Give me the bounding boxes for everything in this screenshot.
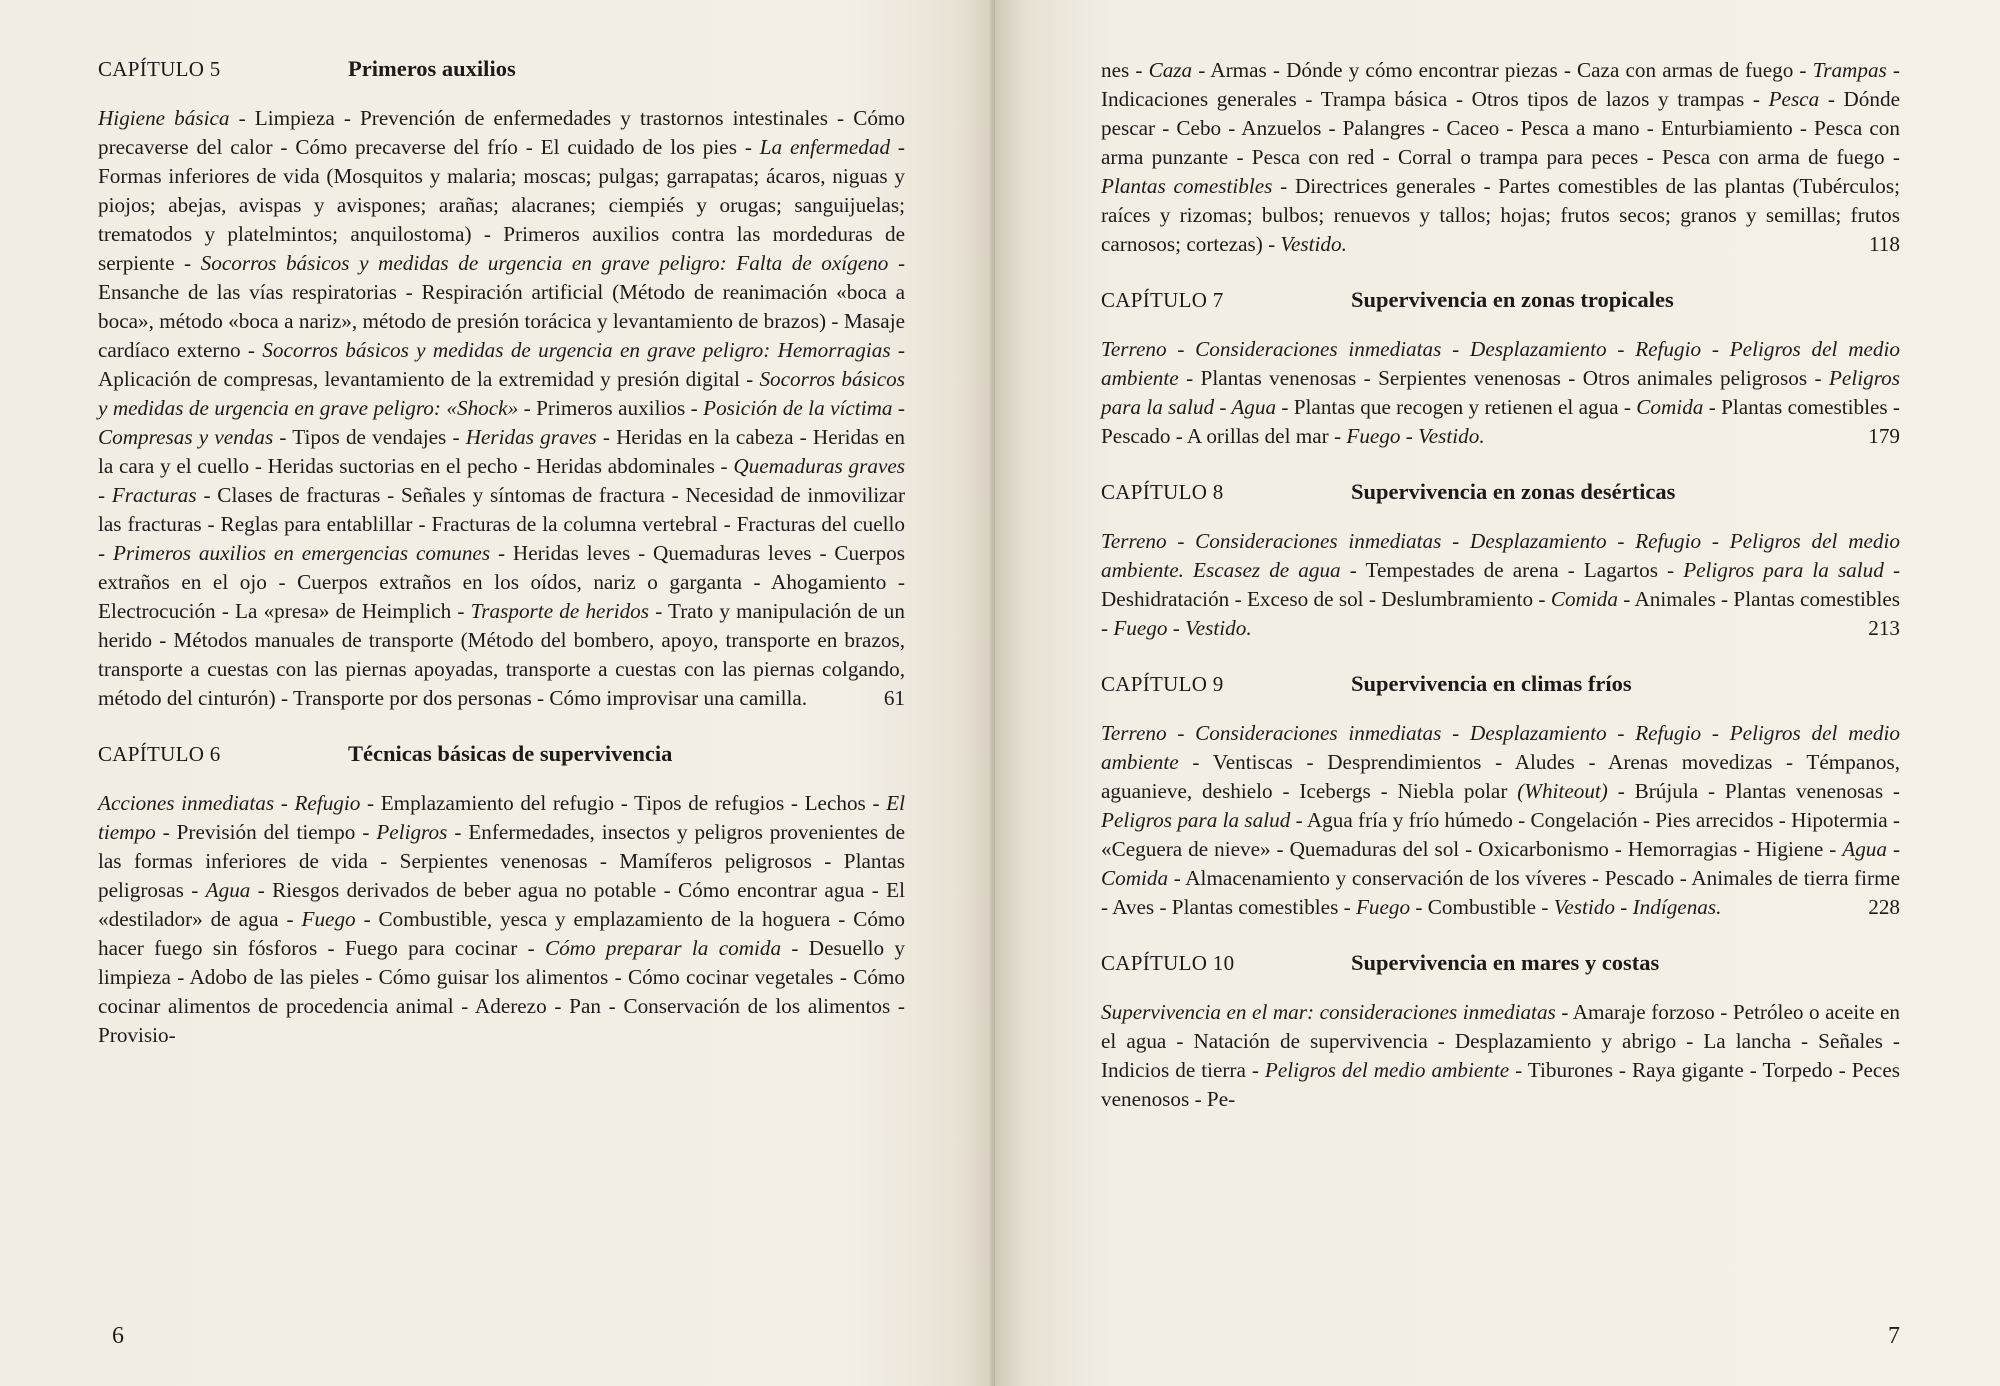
topic-list-text: - Plantas venenosas - Serpientes venenosas - Otros animales peligrosos - [1178, 366, 1829, 390]
section-heading-text: Quemaduras graves - Fracturas [98, 454, 906, 507]
topic-list-text: - Indicaciones generales - Trampa básica - Otros tipos de lazos y trampas - [1101, 58, 1900, 111]
topic-list-text: - Tipos de vendajes - [273, 425, 466, 449]
section-heading-text: Comida [1636, 395, 1704, 419]
page-number: 7 [1888, 1323, 1900, 1349]
section-heading-text: Vestido - Indígenas. [1553, 895, 1722, 919]
section-heading-text: Pesca [1768, 87, 1820, 111]
chapter-heading [1101, 950, 1900, 976]
page-number: 6 [112, 1323, 124, 1349]
chapter-contents [1101, 998, 1900, 1114]
chapter-6 [98, 741, 905, 1050]
chapter-title: Supervivencia en zonas tropicales [1351, 287, 1674, 312]
chapter-contents [98, 104, 905, 713]
chapter-label: CAPÍTULO 8 [1101, 480, 1224, 504]
chapter-title: Supervivencia en climas fríos [1351, 671, 1632, 696]
section-heading-text: Fuego [301, 907, 356, 931]
chapter-label: CAPÍTULO 10 [1101, 951, 1235, 975]
topic-list-text: - Agua fría y frío húmedo - Congelación - Pies arrecidos - Hipotermia - «Ceguera de nieve» - Quemaduras del sol - Oxicarbonismo - Hemorragias - Higiene - [1101, 808, 1900, 861]
chapter-heading [98, 56, 905, 82]
section-heading-text: Fuego - Vestido. [1113, 616, 1252, 640]
chapter-page-ref: 213 [1868, 616, 1900, 640]
section-heading-text: Agua [205, 878, 251, 902]
section-heading-text: Terreno - Consideraciones inmediatas - Desplazamiento - Refugio - Peligros del medio ambiente [1101, 721, 1900, 774]
topic-list-text: - Plantas comestibles - Pescado - A orillas del mar - [1101, 395, 1900, 448]
topic-list-text: - Enfermedades, insectos y peligros provenientes de las formas inferiores de vida - Serpientes venenosas - Mamíferos peligrosos - Plantas peligrosas - [98, 820, 905, 902]
section-heading-text: Socorros básicos y medidas de urgencia en grave peligro: Hemorragias [262, 338, 891, 362]
chapter-page-ref: 179 [1868, 424, 1900, 448]
section-heading-text: El tiempo [98, 791, 905, 844]
chapter-label: CAPÍTULO 6 [98, 742, 221, 766]
section-heading-text: Agua - Comida [1101, 837, 1900, 890]
topic-list-text: - Tempestades de arena - Lagartos - [1340, 558, 1684, 582]
section-heading-text: Trampas [1812, 58, 1887, 82]
topic-list-text: - Tiburones - Raya gigante - Torpedo - Peces venenosos - Pe- [1101, 1058, 1900, 1111]
section-heading-text: Plantas comestibles [1101, 174, 1273, 198]
chapter-10 [1101, 950, 1900, 1114]
section-heading-text: Caza [1148, 58, 1193, 82]
chapter-title: Supervivencia en mares y costas [1351, 950, 1660, 975]
topic-list-text: - Brújula - Plantas venenosas - [1607, 779, 1900, 803]
topic-list-text: - Amaraje forzoso - Petróleo o aceite en el agua - Natación de supervivencia - Desplazamiento y abrigo - La lancha - Señales - Indicios de tierra - [1101, 1000, 1900, 1082]
section-heading-text: Vestido. [1280, 232, 1347, 256]
chapter-page-ref: 61 [883, 686, 905, 710]
chapter-8 [1101, 479, 1900, 643]
chapter-label: CAPÍTULO 5 [98, 57, 221, 81]
section-heading-text: Posición de la víctima - Compresas y vendas [98, 396, 905, 449]
topic-list-text: - Directrices generales - Partes comestibles de las plantas (Tubérculos; raíces y rizomas; bulbos; renuevos y tallos; hojas; frutos secos; granos y semillas; frutos carnosos; cortezas) - [1101, 174, 1901, 256]
topic-list-text: - Combustible - [1410, 895, 1554, 919]
section-heading-text: Heridas graves [465, 425, 597, 449]
section-heading-text: Socorros básicos y medidas de urgencia en grave peligro: «Shock» [98, 367, 905, 420]
chapter-contents [98, 789, 905, 1050]
topic-list-text: - Emplazamiento del refugio - Tipos de refugios - Lechos - [360, 791, 887, 815]
topic-list-text: - Desuello y limpieza - Adobo de las pieles - Cómo guisar los alimentos - Cómo cocinar vegetales - Cómo cocinar alimentos de procedencia animal - Aderezo - Pan - Conservación de los alimentos - Provisio- [98, 936, 905, 1047]
section-heading-text: Terreno - Consideraciones inmediatas - Desplazamiento - Refugio - Peligros del medio ambiente [1101, 337, 1900, 390]
section-heading-text: Peligros para la salud [1101, 808, 1291, 832]
topic-list-text: - Dónde pescar - Cebo - Anzuelos - Palangres - Caceo - Pesca a mano - Enturbiamiento - Pesca con arma punzante - Pesca con red - Corral o trampa para peces - Pesca con arma de fuego - [1101, 87, 1900, 169]
section-heading-text: Fuego - Vestido. [1346, 424, 1485, 448]
topic-list-text: - Ventiscas - Desprendimientos - Aludes - Arenas movedizas - Témpanos, aguanieve, deshielo - Icebergs - Niebla polar [1101, 750, 1900, 803]
chapter-label: CAPÍTULO 7 [1101, 288, 1224, 312]
section-heading-text: Acciones inmediatas - Refugio [98, 791, 361, 815]
chapter-title: Supervivencia en zonas desérticas [1351, 479, 1676, 504]
section-heading-text: Fuego [1355, 895, 1411, 919]
topic-list-text: - Primeros auxilios - [518, 396, 704, 420]
topic-list-text: - Previsión del tiempo - [155, 820, 377, 844]
topic-list-text: - Armas - Dónde y cómo encontrar piezas - Caza con armas de fuego - [1192, 58, 1813, 82]
right-page [995, 0, 2000, 1386]
topic-list-text: - Heridas leves - Quemaduras leves - Cuerpos extraños en el ojo - Cuerpos extraños en los oídos, nariz o garganta - Ahogamiento - Electrocución - La «presa» de Heimplich - [98, 541, 905, 623]
topic-list-text: - Plantas que recogen y retienen el agua - [1276, 395, 1637, 419]
chapter-7 [1101, 287, 1900, 451]
section-heading-text: Primeros auxilios en emergencias comunes [112, 541, 491, 565]
section-heading-text: (Whiteout) [1517, 779, 1608, 803]
topic-list-text: - Riesgos derivados de beber agua no potable - Cómo encontrar agua - El «destilador» de agua - [98, 878, 905, 931]
chapter-title: Primeros auxilios [348, 56, 516, 81]
chapter-6-continuation [1101, 56, 1900, 259]
chapter-heading [1101, 671, 1900, 697]
topic-list-text: - Trato y manipulación de un herido - Métodos manuales de transporte (Método del bombero, apoyo, transporte en brazos, transporte a cuestas con las piernas apoyadas, transporte a cuestas con las piernas colgando, método del cinturón) - Transporte por dos personas - Cómo improvisar una camilla. [98, 599, 905, 710]
topic-list-text: - Limpieza - Prevención de enfermedades y trastornos intestinales - Cómo precaverse del calor - Cómo precaverse del frío - El cuidado de los pies - [98, 106, 905, 159]
section-heading-text: Cómo preparar la comida [544, 936, 782, 960]
chapter-heading [1101, 479, 1900, 505]
chapter-title: Técnicas básicas de supervivencia [348, 741, 673, 766]
chapter-9 [1101, 671, 1900, 922]
topic-list-text: - Formas inferiores de vida (Mosquitos y malaria; moscas; pulgas; garrapatas; ácaros, niguas y piojos; abejas, avispas y avispones; arañas; alacranes; ciempiés y orugas; sanguijuelas; trematodos y platelmintos; anquilostoma) - Primeros auxilios contra las mordeduras de serpiente - [98, 135, 905, 275]
topic-list-text: - Aplicación de compresas, levantamiento de la extremidad y presión digital - [98, 338, 905, 391]
topic-list-text: - Clases de fracturas - Señales y síntomas de fractura - Necesidad de inmovilizar las fracturas - Reglas para entablillar - Fracturas de la columna vertebral - Fracturas del cuello - [98, 483, 905, 565]
section-heading-text: La enfermedad [759, 135, 891, 159]
chapter-heading [1101, 287, 1900, 313]
section-heading-text: Supervivencia en el mar: consideraciones inmediatas [1101, 1000, 1556, 1024]
section-heading-text: Peligros para la salud [1683, 558, 1884, 582]
topic-list-text: nes - [1101, 58, 1149, 82]
section-heading-text: Trasporte de heridos [470, 599, 650, 623]
chapter-page-ref: 228 [1868, 895, 1900, 919]
topic-list-text: - Almacenamiento y conservación de los víveres - Pescado - Animales de tierra firme - Aves - Plantas comestibles - [1101, 866, 1900, 919]
left-page [0, 0, 995, 1386]
section-heading-text: Comida [1550, 587, 1618, 611]
topic-list-text: - Animales - Plantas comestibles - [1101, 587, 1900, 640]
topic-list-text: - Heridas en la cabeza - Heridas en la cara y el cuello - Heridas suctorias en el pecho - Heridas abdominales - [98, 425, 905, 478]
chapter-label: CAPÍTULO 9 [1101, 672, 1224, 696]
section-heading-text: Higiene básica [98, 106, 230, 130]
section-heading-text: Peligros del medio ambiente [1264, 1058, 1510, 1082]
topic-list-text: - Ensanche de las vías respiratorias - Respiración artificial (Método de reanimación «boca a boca», método «boca a nariz», método de presión torácica y levantamiento de brazos) - Masaje cardíaco externo - [98, 251, 905, 362]
section-heading-text: Terreno - Consideraciones inmediatas - Desplazamiento - Refugio - Peligros del medio ambiente. Escasez de agua [1101, 529, 1900, 582]
chapter-contents [1101, 527, 1900, 643]
chapter-heading [98, 741, 905, 767]
chapter-5 [98, 56, 905, 713]
section-heading-text: Peligros [376, 820, 448, 844]
chapter-contents [1101, 719, 1900, 922]
section-heading-text: Socorros básicos y medidas de urgencia en grave peligro: Falta de oxígeno [200, 251, 889, 275]
chapter-page-ref: 118 [1869, 232, 1900, 256]
chapter-contents [1101, 335, 1900, 451]
section-heading-text: Peligros para la salud - Agua [1101, 366, 1900, 419]
topic-list-text: - Combustible, yesca y emplazamiento de la hoguera - Cómo hacer fuego sin fósforos - Fuego para cocinar - [98, 907, 905, 960]
topic-list-text: - Deshidratación - Exceso de sol - Deslumbramiento - [1101, 558, 1900, 611]
